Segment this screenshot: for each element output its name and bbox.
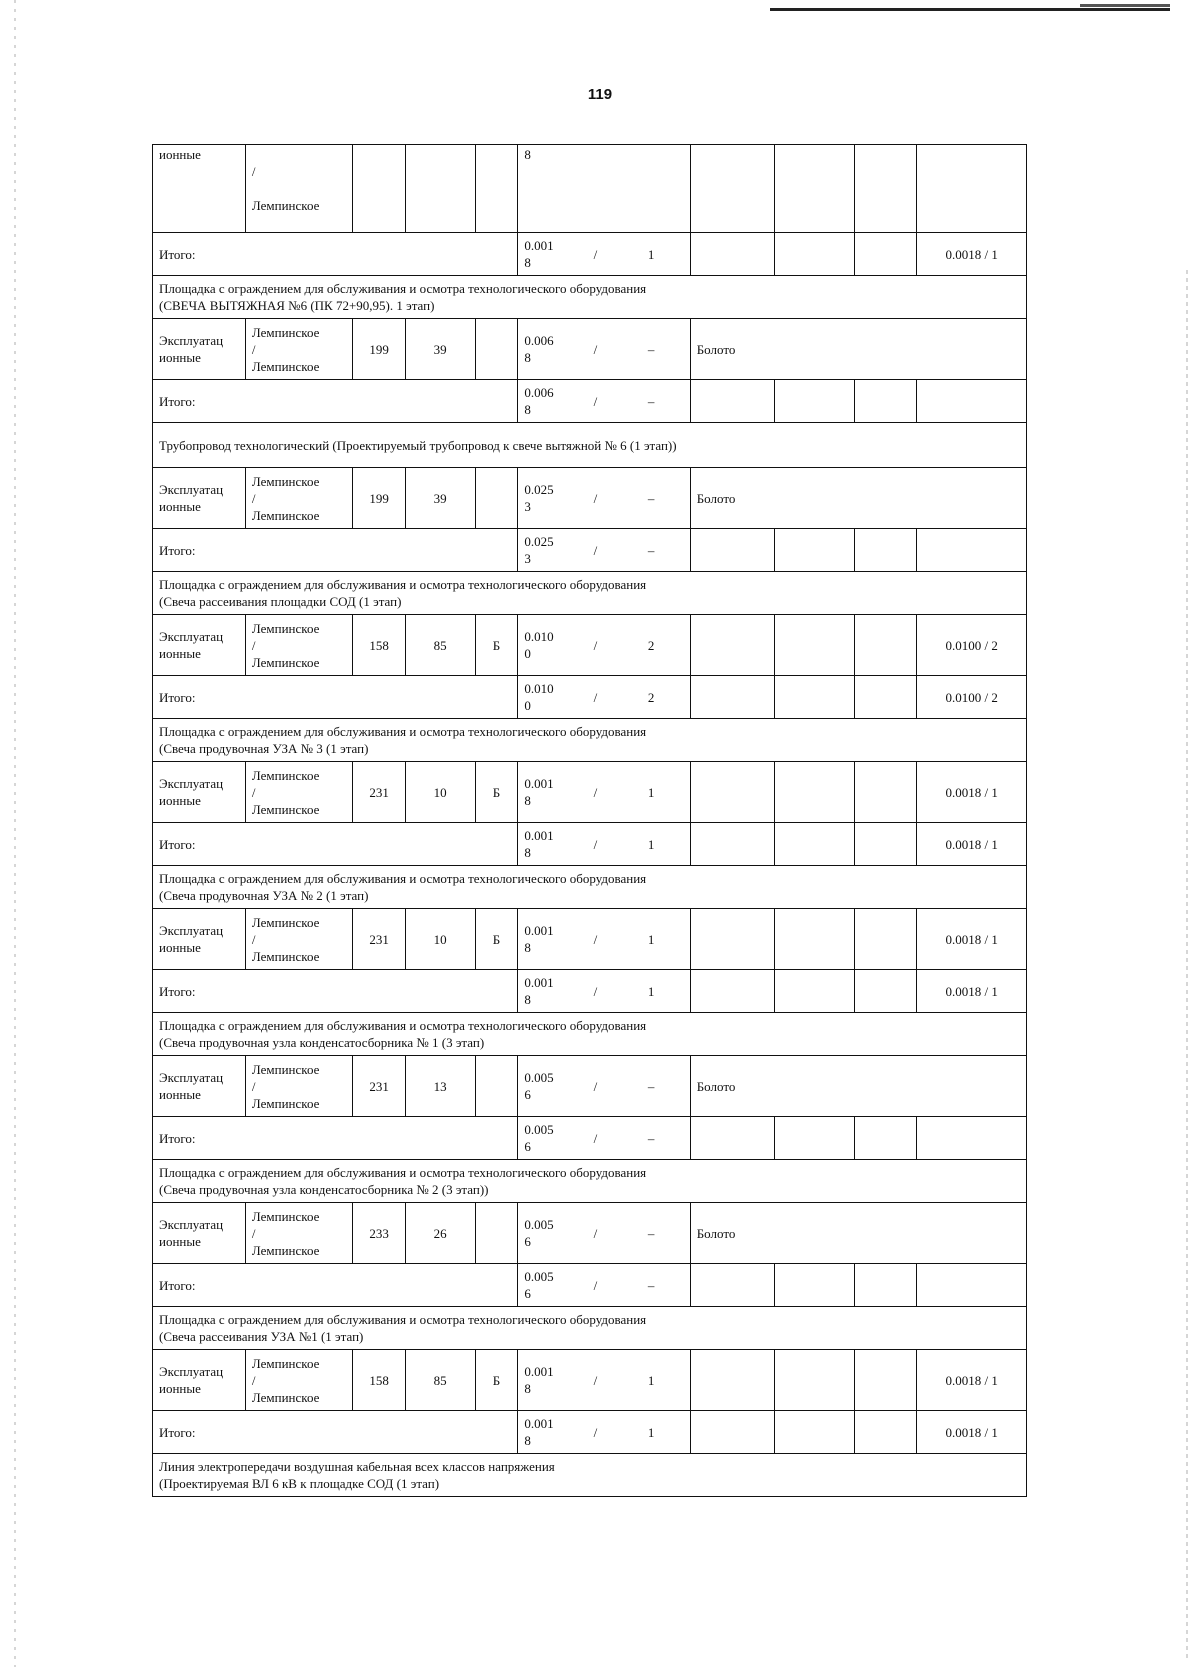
subtotal-row [153, 676, 1027, 719]
cell-total [917, 145, 1027, 233]
area-slash: / [593, 983, 598, 999]
cell-type: Эксплуатац ионные [153, 319, 246, 380]
cell-area: 8 [518, 145, 690, 233]
section-title: Площадка с ограждением для обслуживания и осмотра технологического оборудования (Свеча продувочная узла конденсатосборника № 1 (3 этап) [153, 1013, 1027, 1056]
cell-area [518, 468, 690, 529]
area-slash: / [593, 931, 598, 947]
cell-type: Эксплуатац ионные [153, 615, 246, 676]
cell-area [518, 909, 690, 970]
cell-location: Лемпинское / Лемпинское [245, 909, 353, 970]
section-title-row [153, 866, 1027, 909]
area-count: 1 [647, 1372, 655, 1388]
cell-land [690, 615, 775, 676]
cell-kvartal: 10 [405, 762, 475, 823]
subtotal-total [917, 1117, 1027, 1160]
subtotal-total [917, 380, 1027, 423]
cell-empty [775, 1411, 854, 1454]
section-title-row [153, 1454, 1027, 1497]
area-count: 1 [647, 931, 655, 947]
cell-total: 0.0018 / 1 [917, 909, 1027, 970]
subtotal-label: Итого: [153, 529, 518, 572]
cell-kadastr: 231 [353, 909, 405, 970]
section-title: Площадка с ограждением для обслуживания и осмотра технологического оборудования (Свеча рассеивания площадки СОД (1 этап) [153, 572, 1027, 615]
cell-location: Лемпинское / Лемпинское [245, 468, 353, 529]
subtotal-row [153, 823, 1027, 866]
area-group [524, 922, 683, 956]
subtotal-label: Итого: [153, 676, 518, 719]
area-group [524, 1363, 683, 1397]
cell-land [690, 1117, 775, 1160]
area-count: 1 [647, 983, 655, 999]
scan-top-rule [770, 8, 1170, 11]
cell-area [518, 762, 690, 823]
cell-empty [854, 529, 917, 572]
cell-type: ионные [153, 145, 246, 233]
subtotal-row [153, 970, 1027, 1013]
table-row [153, 1056, 1027, 1117]
area-count: 1 [647, 784, 655, 800]
cell-land: Болото [690, 468, 1026, 529]
cell-land: Болото [690, 319, 1026, 380]
area-group [524, 1121, 683, 1155]
cell-kadastr: 231 [353, 1056, 405, 1117]
cell-empty [854, 145, 917, 233]
cell-kadastr [353, 145, 405, 233]
area-count: 1 [647, 246, 655, 262]
cell-area [518, 823, 690, 866]
cell-type: Эксплуатац ионные [153, 762, 246, 823]
area-group [524, 1415, 683, 1449]
area-count: – [647, 341, 655, 357]
cell-empty [775, 970, 854, 1013]
area-count: – [647, 542, 655, 558]
cell-land [690, 762, 775, 823]
area-group [524, 1216, 683, 1250]
cell-type: Эксплуатац ионные [153, 909, 246, 970]
cell-area [518, 615, 690, 676]
cell-empty [775, 1117, 854, 1160]
table-row [153, 468, 1027, 529]
table-row [153, 1203, 1027, 1264]
section-title: Площадка с ограждением для обслуживания и осмотра технологического оборудования (Свеча продувочная УЗА № 3 (1 этап) [153, 719, 1027, 762]
cell-kvartal: 10 [405, 909, 475, 970]
area-slash: / [593, 689, 598, 705]
section-title-row [153, 276, 1027, 319]
area-value: 0.025 3 [524, 482, 554, 514]
subtotal-total: 0.0018 / 1 [917, 233, 1027, 276]
subtotal-row [153, 1264, 1027, 1307]
location-slash: / [251, 164, 256, 179]
section-title-row [153, 1160, 1027, 1203]
subtotal-row [153, 233, 1027, 276]
cell-land [690, 233, 775, 276]
cell-empty [854, 909, 917, 970]
cell-kvartal: 39 [405, 468, 475, 529]
cell-empty [775, 145, 854, 233]
section-title-row [153, 1013, 1027, 1056]
area-slash: / [593, 341, 598, 357]
cell-kvartal: 85 [405, 1350, 475, 1411]
cell-land [690, 1350, 775, 1411]
cell-land [690, 529, 775, 572]
cell-total: 0.0018 / 1 [917, 1350, 1027, 1411]
subtotal-row [153, 380, 1027, 423]
cell-empty [854, 380, 917, 423]
area-value: 0.001 8 [524, 975, 554, 1007]
subtotal-row [153, 1411, 1027, 1454]
cell-empty [854, 233, 917, 276]
cell-kvartal [405, 145, 475, 233]
area-count: – [647, 490, 655, 506]
cell-category [475, 468, 518, 529]
cell-land [690, 676, 775, 719]
cell-category [475, 1203, 518, 1264]
cell-empty [775, 823, 854, 866]
area-value: 0.025 3 [524, 534, 554, 566]
area-slash: / [593, 246, 598, 262]
cell-empty [775, 380, 854, 423]
cell-empty [854, 1117, 917, 1160]
area-value: 0.006 8 [524, 385, 554, 417]
cell-type: Эксплуатац ионные [153, 468, 246, 529]
subtotal-label: Итого: [153, 380, 518, 423]
scan-edge-right [1186, 270, 1188, 1660]
land-allotment-table [152, 144, 1027, 1497]
location-name: Лемпинское [251, 198, 320, 213]
table-row [153, 1350, 1027, 1411]
area-slash: / [593, 836, 598, 852]
subtotal-row [153, 1117, 1027, 1160]
cell-empty [775, 676, 854, 719]
page-number: 119 [587, 86, 613, 103]
cell-land [690, 909, 775, 970]
cell-empty [854, 1350, 917, 1411]
area-group [524, 237, 683, 271]
cell-empty [775, 1264, 854, 1307]
subtotal-total: 0.0018 / 1 [917, 970, 1027, 1013]
area-count: 1 [647, 1424, 655, 1440]
cell-location: Лемпинское / Лемпинское [245, 1056, 353, 1117]
area-slash: / [593, 393, 598, 409]
subtotal-row [153, 529, 1027, 572]
area-value: 0.001 8 [524, 828, 554, 860]
section-title-row [153, 572, 1027, 615]
section-title-row [153, 1307, 1027, 1350]
cell-category: Б [475, 762, 518, 823]
area-slash: / [593, 1130, 598, 1146]
area-count: – [647, 1078, 655, 1094]
cell-location: Лемпинское / Лемпинское [245, 319, 353, 380]
area-value: 0.001 8 [524, 1364, 554, 1396]
cell-location: Лемпинское / Лемпинское [245, 615, 353, 676]
cell-area [518, 233, 690, 276]
section-title-row [153, 423, 1027, 468]
area-group [524, 533, 683, 567]
cell-area [518, 970, 690, 1013]
cell-area [518, 1056, 690, 1117]
cell-empty [854, 1264, 917, 1307]
cell-empty [775, 529, 854, 572]
section-title: Трубопровод технологический (Проектируемый трубопровод к свече вытяжной № 6 (1 этап)) [153, 423, 1027, 468]
cell-area [518, 1264, 690, 1307]
cell-category: Б [475, 909, 518, 970]
cell-category: Б [475, 1350, 518, 1411]
area-value: 0.005 6 [524, 1269, 554, 1301]
cell-land [690, 823, 775, 866]
cell-location: Лемпинское / Лемпинское [245, 1350, 353, 1411]
cell-kadastr: 199 [353, 468, 405, 529]
cell-kvartal: 13 [405, 1056, 475, 1117]
area-group [524, 680, 683, 714]
scan-edge-left [14, 0, 16, 1667]
cell-land: Болото [690, 1203, 1026, 1264]
scan-top-rule-short [1080, 4, 1170, 7]
table-row [153, 319, 1027, 380]
cell-location [245, 145, 353, 233]
area-group [524, 628, 683, 662]
area-group [524, 775, 683, 809]
area-value: 0.001 8 [524, 923, 554, 955]
cell-location: Лемпинское / Лемпинское [245, 762, 353, 823]
area-count: 2 [647, 689, 655, 705]
cell-empty [854, 676, 917, 719]
table-row-continued [153, 145, 1027, 233]
area-value: 0.010 0 [524, 629, 554, 661]
area-value: 0.001 8 [524, 776, 554, 808]
subtotal-label: Итого: [153, 1411, 518, 1454]
cell-kadastr: 231 [353, 762, 405, 823]
cell-empty [775, 762, 854, 823]
area-slash: / [593, 1424, 598, 1440]
subtotal-label: Итого: [153, 1117, 518, 1160]
cell-empty [775, 615, 854, 676]
area-value: 0.001 8 [524, 1416, 554, 1448]
cell-area [518, 380, 690, 423]
area-value: 0.005 6 [524, 1070, 554, 1102]
area-count: 1 [647, 836, 655, 852]
area-slash: / [593, 1225, 598, 1241]
cell-empty [854, 1411, 917, 1454]
area-slash: / [593, 1078, 598, 1094]
subtotal-total [917, 529, 1027, 572]
cell-category [475, 145, 518, 233]
cell-category [475, 1056, 518, 1117]
area-count: – [647, 1277, 655, 1293]
area-group [524, 332, 683, 366]
cell-category [475, 319, 518, 380]
cell-area [518, 319, 690, 380]
area-slash: / [593, 1372, 598, 1388]
table-row [153, 909, 1027, 970]
cell-empty [775, 909, 854, 970]
cell-kadastr: 233 [353, 1203, 405, 1264]
table-row [153, 615, 1027, 676]
area-slash: / [593, 784, 598, 800]
area-group [524, 974, 683, 1008]
section-title: Площадка с ограждением для обслуживания и осмотра технологического оборудования (Свеча продувочная УЗА № 2 (1 этап) [153, 866, 1027, 909]
area-value: 0.006 8 [524, 333, 554, 365]
section-title-row [153, 719, 1027, 762]
cell-empty [775, 233, 854, 276]
cell-kadastr: 199 [353, 319, 405, 380]
area-value: 0.001 8 [524, 238, 554, 270]
area-count: – [647, 393, 655, 409]
area-slash: / [593, 490, 598, 506]
cell-kvartal: 39 [405, 319, 475, 380]
table-row [153, 762, 1027, 823]
subtotal-total: 0.0100 / 2 [917, 676, 1027, 719]
cell-empty [854, 823, 917, 866]
cell-type: Эксплуатац ионные [153, 1203, 246, 1264]
area-group [524, 1069, 683, 1103]
area-value: 0.005 6 [524, 1122, 554, 1154]
cell-land [690, 145, 775, 233]
cell-land [690, 380, 775, 423]
subtotal-label: Итого: [153, 233, 518, 276]
area-count: – [647, 1130, 655, 1146]
area-count: – [647, 1225, 655, 1241]
cell-total: 0.0100 / 2 [917, 615, 1027, 676]
cell-kadastr: 158 [353, 615, 405, 676]
area-value: 0.010 0 [524, 681, 554, 713]
area-count: 2 [647, 637, 655, 653]
cell-area [518, 1203, 690, 1264]
area-group [524, 1268, 683, 1302]
cell-land [690, 970, 775, 1013]
cell-location: Лемпинское / Лемпинское [245, 1203, 353, 1264]
cell-area [518, 676, 690, 719]
area-group [524, 481, 683, 515]
subtotal-label: Итого: [153, 823, 518, 866]
subtotal-label: Итого: [153, 1264, 518, 1307]
cell-area [518, 1350, 690, 1411]
section-title: Площадка с ограждением для обслуживания и осмотра технологического оборудования (Свеча рассеивания УЗА №1 (1 этап) [153, 1307, 1027, 1350]
section-title: Площадка с ограждением для обслуживания и осмотра технологического оборудования (Свеча продувочная узла конденсатосборника № 2 (3 этап)) [153, 1160, 1027, 1203]
area-slash: / [593, 1277, 598, 1293]
cell-kvartal: 26 [405, 1203, 475, 1264]
subtotal-total: 0.0018 / 1 [917, 823, 1027, 866]
cell-empty [854, 762, 917, 823]
section-title: Линия электропередачи воздушная кабельная всех классов напряжения (Проектируемая ВЛ 6 кВ к площадке СОД (1 этап) [153, 1454, 1027, 1497]
cell-land [690, 1264, 775, 1307]
subtotal-total [917, 1264, 1027, 1307]
cell-kvartal: 85 [405, 615, 475, 676]
area-slash: / [593, 542, 598, 558]
cell-area [518, 1411, 690, 1454]
cell-type: Эксплуатац ионные [153, 1350, 246, 1411]
cell-land [690, 1411, 775, 1454]
cell-empty [775, 1350, 854, 1411]
cell-type: Эксплуатац ионные [153, 1056, 246, 1117]
cell-empty [854, 615, 917, 676]
cell-land: Болото [690, 1056, 1026, 1117]
area-slash: / [593, 637, 598, 653]
area-group [524, 827, 683, 861]
cell-area [518, 529, 690, 572]
subtotal-total: 0.0018 / 1 [917, 1411, 1027, 1454]
cell-category: Б [475, 615, 518, 676]
cell-empty [854, 970, 917, 1013]
cell-kadastr: 158 [353, 1350, 405, 1411]
area-value: 0.005 6 [524, 1217, 554, 1249]
subtotal-label: Итого: [153, 970, 518, 1013]
area-group [524, 384, 683, 418]
cell-area [518, 1117, 690, 1160]
section-title: Площадка с ограждением для обслуживания и осмотра технологического оборудования (СВЕЧА ВЫТЯЖНАЯ №6 (ПК 72+90,95). 1 этап) [153, 276, 1027, 319]
cell-total: 0.0018 / 1 [917, 762, 1027, 823]
